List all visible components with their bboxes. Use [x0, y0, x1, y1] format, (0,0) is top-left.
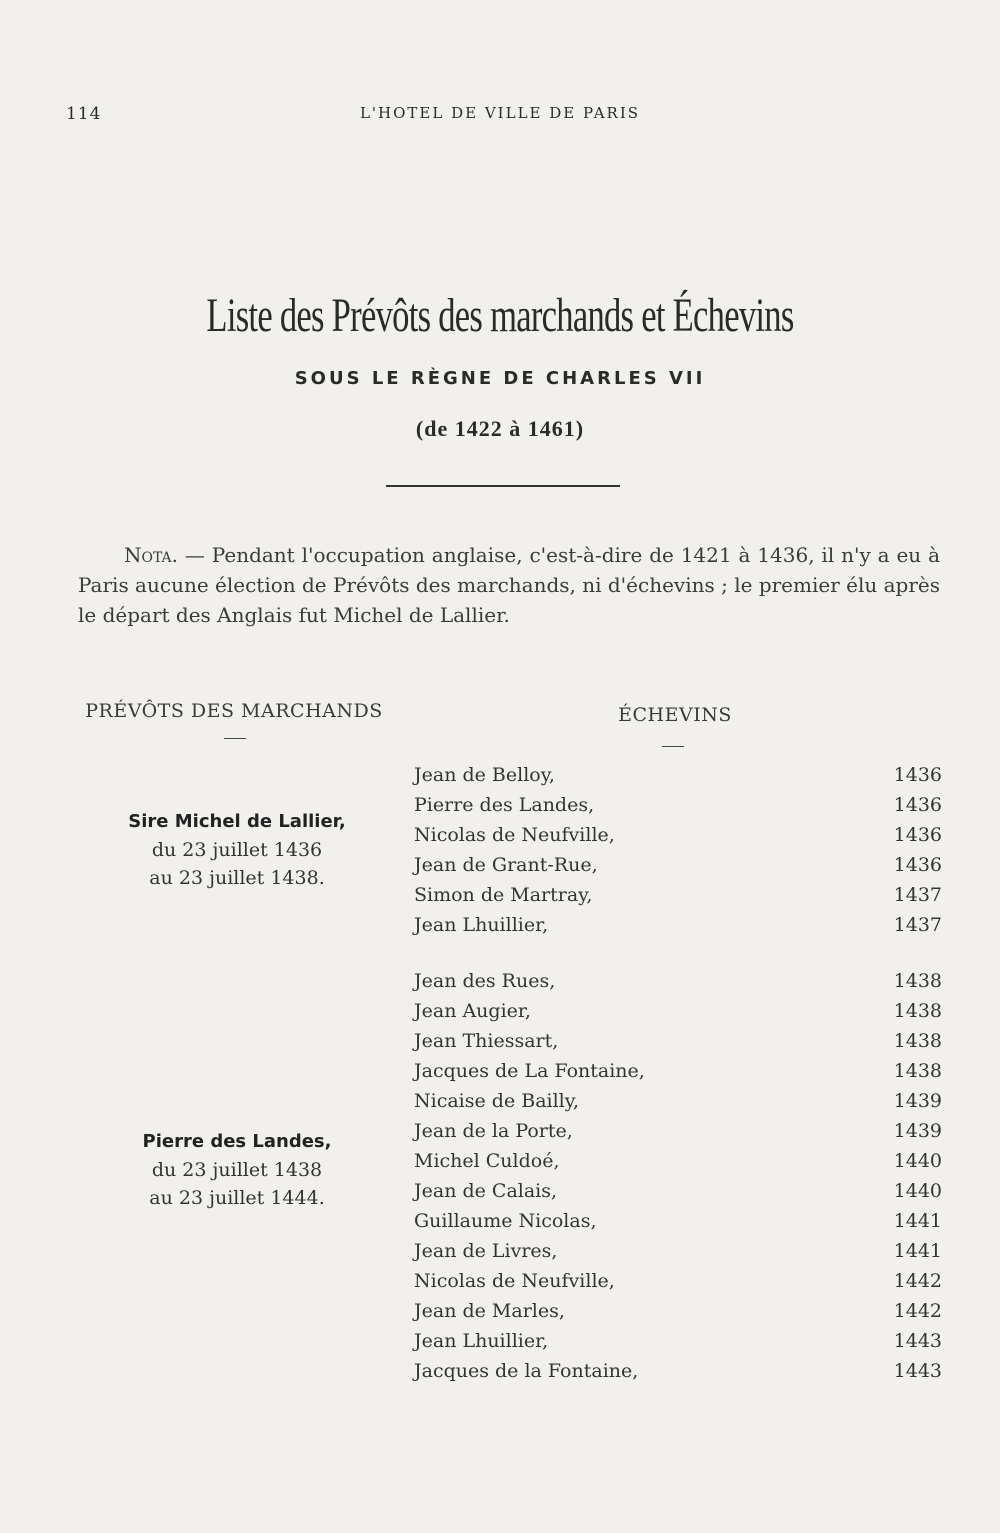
alderman-year: 1442	[893, 1300, 942, 1322]
alderman-row	[414, 1206, 942, 1236]
alderman-row	[414, 1326, 942, 1356]
alderman-year: 1443	[893, 1360, 942, 1382]
alderman-row	[414, 1056, 942, 1086]
alderman-name: Michel Culdoé,	[414, 1150, 560, 1172]
alderman-row	[414, 996, 942, 1026]
alderman-year: 1437	[893, 884, 942, 906]
provost-entry	[90, 808, 384, 892]
alderman-name: Jacques de La Fontaine,	[414, 1060, 645, 1082]
alderman-row	[414, 1116, 942, 1146]
alderman-row	[414, 910, 942, 940]
alderman-year: 1441	[893, 1240, 942, 1262]
alderman-name: Jean Thiessart,	[414, 1030, 559, 1052]
alderman-name: Guillaume Nicolas,	[414, 1210, 597, 1232]
alderman-row	[414, 1266, 942, 1296]
provost-term-start: du 23 juillet 1438	[151, 1159, 323, 1181]
alderman-row	[414, 966, 942, 996]
alderman-year: 1439	[893, 1120, 942, 1142]
provost-term-end: au 23 juillet 1444.	[149, 1187, 325, 1209]
alderman-year: 1436	[893, 854, 942, 876]
alderman-year: 1436	[893, 824, 942, 846]
alderman-year: 1438	[893, 1060, 942, 1082]
alderman-year: 1439	[893, 1090, 942, 1112]
page-subtitle: SOUS LE RÈGNE DE CHARLES VII	[294, 368, 706, 389]
page-number: 114	[66, 104, 102, 124]
alderman-row	[414, 880, 942, 910]
running-header: L'HOTEL DE VILLE DE PARIS	[359, 104, 641, 122]
alderman-name: Nicolas de Neufville,	[414, 1270, 615, 1292]
provost-term-end: au 23 juillet 1438.	[149, 867, 325, 889]
aldermen-heading-dash	[662, 746, 684, 747]
alderman-name: Jean des Rues,	[414, 970, 556, 992]
alderman-year: 1436	[893, 764, 942, 786]
alderman-row	[414, 1296, 942, 1326]
note-label: Nota.	[124, 543, 179, 567]
note-text: — Pendant l'occupation anglaise, c'est-à-dire de 1421 à 1436, il n'y a eu à Paris aucune élection de Prévôts des marchands, ni d'échevins ; le premier élu après le départ des Anglais fut Michel de Lallier.	[78, 543, 940, 627]
alderman-row	[414, 1146, 942, 1176]
title-divider	[386, 485, 620, 487]
alderman-name: Jean de Calais,	[414, 1180, 558, 1202]
alderman-name: Jean Lhuillier,	[414, 914, 549, 936]
alderman-name: Jean de la Porte,	[414, 1120, 573, 1142]
alderman-name: Jean Augier,	[414, 1000, 531, 1022]
page-title: Liste des Prévôts des marchands et Échevins	[206, 289, 794, 342]
provosts-column-heading: PRÉVÔTS DES MARCHANDS	[85, 700, 383, 722]
alderman-name: Pierre des Landes,	[414, 794, 595, 816]
alderman-name: Nicolas de Neufville,	[414, 824, 615, 846]
alderman-name: Jean de Marles,	[414, 1300, 565, 1322]
alderman-name: Nicaise de Bailly,	[414, 1090, 579, 1112]
alderman-year: 1440	[893, 1180, 942, 1202]
alderman-name: Jean de Livres,	[414, 1240, 558, 1262]
provost-name: Sire Michel de Lallier,	[128, 811, 346, 832]
alderman-row	[414, 850, 942, 880]
provost-entry	[90, 1128, 384, 1212]
alderman-year: 1438	[893, 1000, 942, 1022]
alderman-year: 1438	[893, 1030, 942, 1052]
note-paragraph	[78, 540, 940, 630]
alderman-name: Jacques de la Fontaine,	[414, 1360, 639, 1382]
alderman-year: 1443	[893, 1330, 942, 1352]
alderman-name: Jean de Grant-Rue,	[414, 854, 598, 876]
alderman-name: Simon de Martray,	[414, 884, 593, 906]
alderman-year: 1441	[893, 1210, 942, 1232]
aldermen-column-heading: ÉCHEVINS	[618, 704, 732, 726]
alderman-row	[414, 820, 942, 850]
alderman-year: 1436	[893, 794, 942, 816]
alderman-row	[414, 1236, 942, 1266]
alderman-row	[414, 1356, 942, 1386]
alderman-year: 1438	[893, 970, 942, 992]
alderman-name: Jean de Belloy,	[414, 764, 555, 786]
alderman-row	[414, 760, 942, 790]
provosts-heading-dash	[224, 738, 246, 739]
alderman-row	[414, 1086, 942, 1116]
provost-term-start: du 23 juillet 1436	[151, 839, 323, 861]
alderman-year: 1440	[893, 1150, 942, 1172]
alderman-row	[414, 790, 942, 820]
date-range: (de 1422 à 1461)	[415, 416, 585, 441]
alderman-year: 1442	[893, 1270, 942, 1292]
alderman-row	[414, 1026, 942, 1056]
alderman-year: 1437	[893, 914, 942, 936]
provost-name: Pierre des Landes,	[142, 1131, 332, 1152]
alderman-row	[414, 1176, 942, 1206]
alderman-name: Jean Lhuillier,	[414, 1330, 549, 1352]
